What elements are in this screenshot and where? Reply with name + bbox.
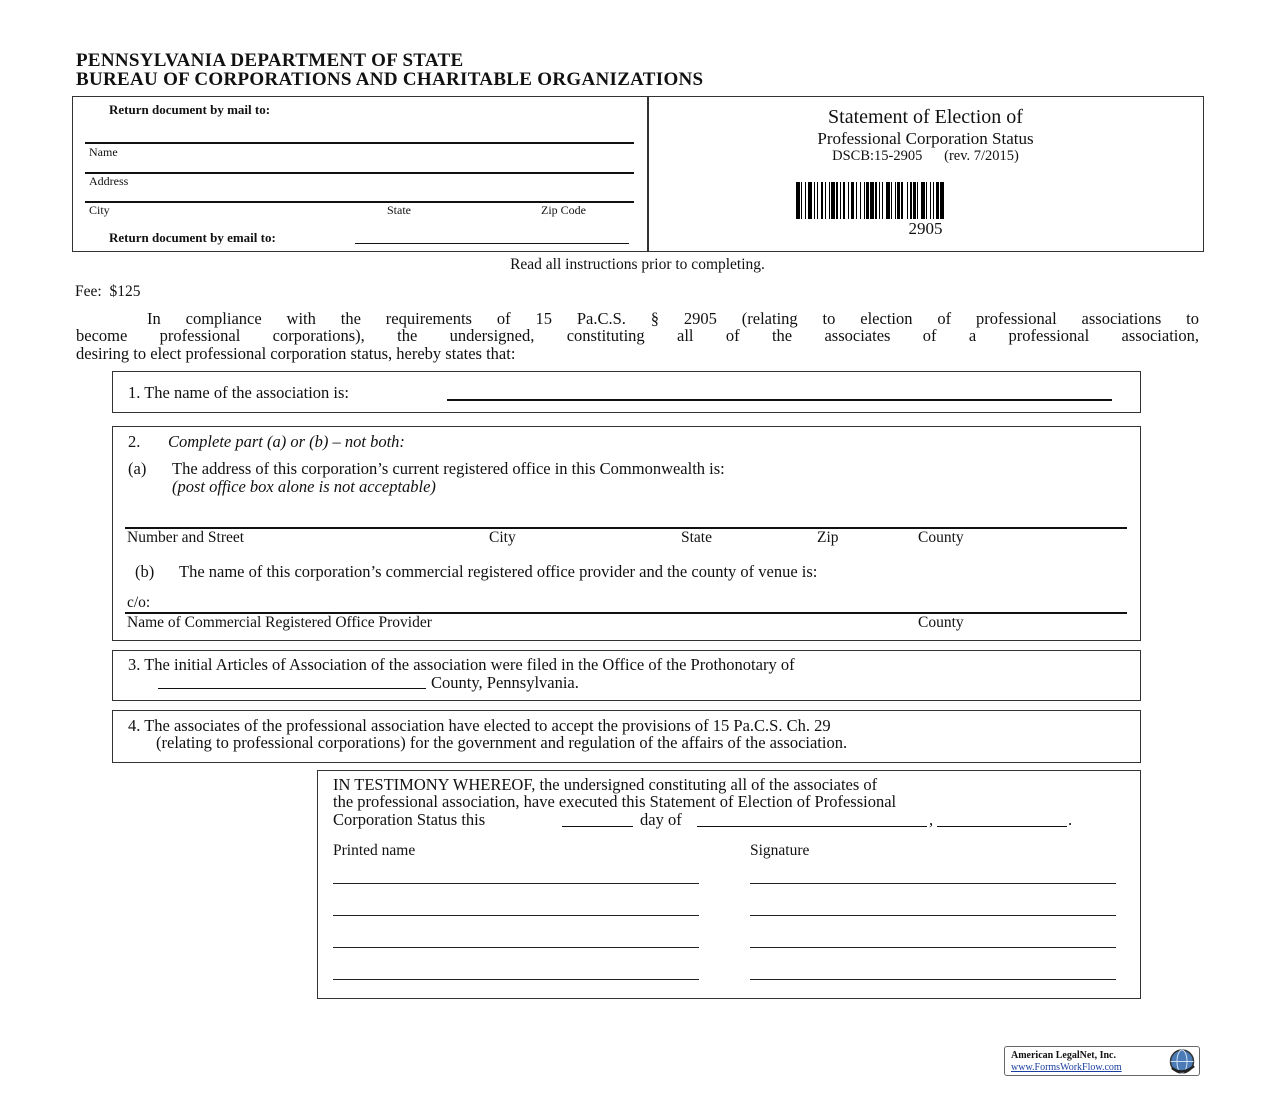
footer-logo[interactable] bbox=[1004, 1046, 1200, 1076]
barcode-bar bbox=[913, 182, 916, 219]
col-county-label: County bbox=[918, 529, 964, 546]
part-b-label: (b) bbox=[135, 562, 155, 581]
fee-amount: $125 bbox=[109, 283, 141, 300]
name-line[interactable] bbox=[85, 142, 634, 144]
logo-company: American LegalNet, Inc. bbox=[1011, 1050, 1116, 1061]
county-line[interactable] bbox=[158, 688, 426, 689]
printed-name-label: Printed name bbox=[333, 842, 416, 859]
signature-line-4[interactable] bbox=[750, 979, 1116, 980]
section-1-text: 1. The name of the association is: bbox=[128, 383, 350, 402]
email-return-label: Return document by email to: bbox=[109, 230, 276, 245]
co-label: c/o: bbox=[127, 594, 151, 611]
day-of-label: day of bbox=[640, 810, 682, 829]
barcode-bar bbox=[936, 182, 939, 219]
execution-day-line[interactable] bbox=[562, 826, 633, 827]
section-2-number: 2. bbox=[128, 432, 141, 451]
barcode-bar bbox=[864, 182, 865, 219]
provider-label: Name of Commercial Registered Office Provider bbox=[127, 614, 432, 631]
barcode-bar bbox=[870, 182, 874, 219]
col-zip-label: Zip bbox=[817, 529, 839, 546]
mail-return-label: Return document by mail to: bbox=[109, 102, 271, 117]
barcode-bar bbox=[921, 182, 925, 219]
barcode-bar bbox=[808, 182, 812, 219]
col-state-label: State bbox=[681, 529, 712, 546]
instructions-note: Read all instructions prior to completing. bbox=[510, 256, 765, 273]
barcode-bar bbox=[825, 182, 826, 219]
barcode-bar bbox=[891, 182, 892, 219]
return-address-box bbox=[72, 96, 649, 252]
testimony-line-1: IN TESTIMONY WHEREOF, the undersigned constituting all of the associates of bbox=[333, 775, 878, 794]
section-4-line-1: 4. The associates of the professional association have elected to accept the provisions of 15 Pa.C.S. Ch. 29 bbox=[128, 716, 831, 735]
barcode-bar bbox=[910, 182, 911, 219]
globe-icon bbox=[1168, 1048, 1196, 1075]
barcode-bar bbox=[940, 182, 944, 219]
printed-name-line-3[interactable] bbox=[333, 947, 699, 948]
signature-line-3[interactable] bbox=[750, 947, 1116, 948]
col-street-label: Number and Street bbox=[127, 529, 245, 546]
barcode-bar bbox=[851, 182, 855, 219]
execution-month-line[interactable] bbox=[697, 826, 927, 827]
fee-line bbox=[75, 283, 140, 301]
barcode-bar bbox=[817, 182, 818, 219]
barcode-bar bbox=[879, 182, 880, 219]
signature-line-2[interactable] bbox=[750, 915, 1116, 916]
form-title: Statement of Election of bbox=[828, 106, 1023, 128]
barcode-bar bbox=[814, 182, 815, 219]
form-subtitle: Professional Corporation Status bbox=[817, 129, 1034, 148]
execution-year-line[interactable] bbox=[937, 826, 1067, 827]
barcode-bar bbox=[901, 182, 902, 219]
barcode-bar bbox=[930, 182, 931, 219]
barcode-bar bbox=[933, 182, 934, 219]
bureau-title: BUREAU OF CORPORATIONS AND CHARITABLE ORGANIZATIONS bbox=[76, 69, 704, 90]
barcode-bar bbox=[801, 182, 802, 219]
form-revision: (rev. 7/2015) bbox=[944, 148, 1019, 164]
barcode-bar bbox=[848, 182, 849, 219]
form-code-line bbox=[647, 148, 1204, 165]
section-3-line-2: County, Pennsylvania. bbox=[431, 673, 579, 692]
barcode-bar bbox=[875, 182, 876, 219]
logo-url[interactable]: www.FormsWorkFlow.com bbox=[1011, 1062, 1122, 1073]
intro-line-3: desiring to elect professional corporation status, hereby states that: bbox=[76, 344, 516, 363]
fee-label: Fee: bbox=[75, 283, 102, 300]
testimony-line-3-prefix: Corporation Status this bbox=[333, 810, 486, 829]
address-label: Address bbox=[89, 174, 129, 188]
email-line[interactable] bbox=[355, 243, 629, 244]
barcode-bar bbox=[917, 182, 918, 219]
barcode-bar bbox=[886, 182, 890, 219]
barcode-bar bbox=[805, 182, 806, 219]
printed-name-line-4[interactable] bbox=[333, 979, 699, 980]
part-b-text: The name of this corporation’s commercial registered office provider and the county of venue is: bbox=[179, 562, 818, 581]
registered-office-line[interactable] bbox=[125, 527, 1127, 529]
barcode-number: 2905 bbox=[908, 219, 943, 238]
barcode-bar bbox=[866, 182, 869, 219]
name-label: Name bbox=[89, 145, 118, 159]
provider-county-label: County bbox=[918, 614, 964, 631]
intro-line-2: become professional corporations), the undersigned, constituting all of the associates of a professional association, bbox=[76, 326, 1199, 345]
barcode-bar bbox=[907, 182, 908, 219]
barcode-bar bbox=[840, 182, 841, 219]
col-city-label: City bbox=[489, 529, 516, 546]
barcode-bar bbox=[829, 182, 830, 219]
barcode-bar bbox=[895, 182, 896, 219]
barcode-bar bbox=[831, 182, 835, 219]
section-2-instruction: Complete part (a) or (b) – not both: bbox=[168, 432, 405, 451]
zip-label: Zip Code bbox=[541, 203, 586, 217]
printed-name-line-1[interactable] bbox=[333, 883, 699, 884]
association-name-line[interactable] bbox=[447, 399, 1112, 401]
signature-line-1[interactable] bbox=[750, 883, 1116, 884]
comma-separator: , bbox=[929, 810, 934, 829]
barcode-bar bbox=[882, 182, 883, 219]
barcode-image bbox=[796, 182, 1054, 219]
barcode-bar bbox=[796, 182, 800, 219]
form-number: DSCB:15-2905 bbox=[832, 148, 923, 164]
part-a-label: (a) bbox=[128, 459, 147, 478]
section-3-line-1: 3. The initial Articles of Association of the association were filed in the Office of the Prothonotary of bbox=[128, 655, 795, 674]
barcode-bar bbox=[897, 182, 900, 219]
period: . bbox=[1068, 810, 1073, 829]
barcode-bar bbox=[860, 182, 861, 219]
part-a-text: The address of this corporation’s current registered office in this Commonwealth is: bbox=[172, 459, 725, 478]
section-4-line-2: (relating to professional corporations) for the government and regulation of the affairs of the association. bbox=[156, 733, 848, 752]
barcode-bar bbox=[821, 182, 824, 219]
barcode-bar bbox=[856, 182, 857, 219]
signature-label: Signature bbox=[750, 842, 810, 859]
barcode-bar bbox=[836, 182, 837, 219]
state-label: State bbox=[387, 203, 411, 217]
city-label: City bbox=[89, 203, 110, 217]
department-title: PENNSYLVANIA DEPARTMENT OF STATE bbox=[76, 50, 464, 71]
barcode-bar bbox=[843, 182, 846, 219]
intro-line-1: In compliance with the requirements of 15 Pa.C.S. § 2905 (relating to election of professional associations to bbox=[147, 309, 1199, 328]
address-line[interactable] bbox=[85, 172, 634, 174]
printed-name-line-2[interactable] bbox=[333, 915, 699, 916]
part-a-note: (post office box alone is not acceptable) bbox=[172, 477, 436, 496]
barcode-bar bbox=[926, 182, 927, 219]
testimony-line-2: the professional association, have executed this Statement of Election of Professional bbox=[333, 792, 897, 811]
